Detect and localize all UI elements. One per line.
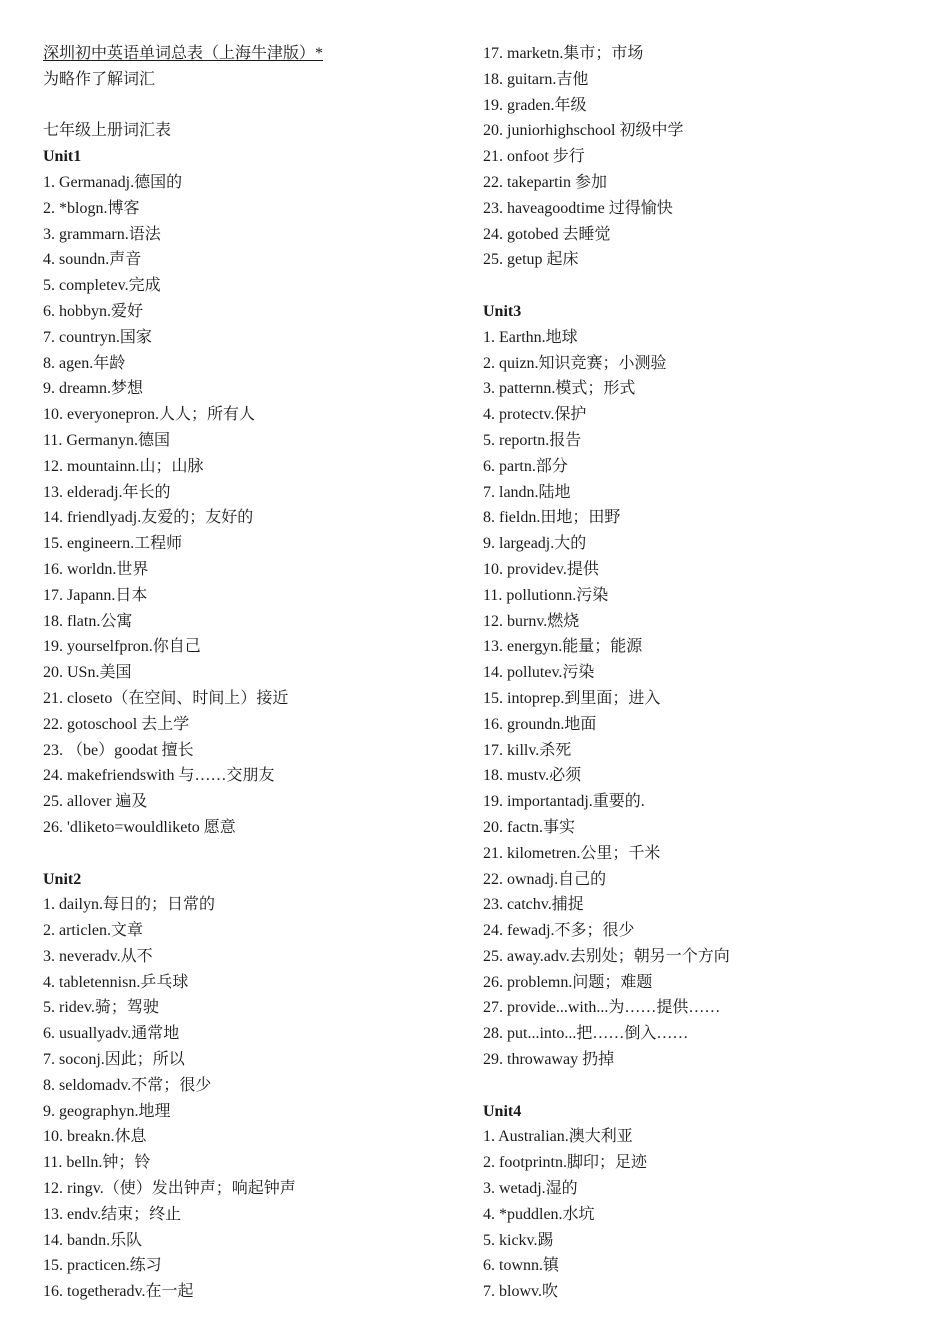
- vocab-item: 11. pollutionn.污染: [483, 586, 609, 604]
- vocab-item: 13. endv.结束；终止: [43, 1205, 182, 1223]
- unit4-heading: Unit4: [483, 1102, 522, 1120]
- vocab-item: 2. *blogn.博客: [43, 199, 140, 217]
- vocab-item: 11. belln.钟；铃: [43, 1154, 151, 1172]
- vocab-item: 13. elderadj.年长的: [43, 483, 171, 501]
- vocab-item: 26. problemn.问题；难题: [483, 973, 653, 991]
- vocab-item: 16. groundn.地面: [483, 715, 597, 733]
- vocab-item: 27. provide...with...为……提供……: [483, 999, 721, 1017]
- vocab-item: 14. pollutev.污染: [483, 664, 595, 682]
- vocab-item: 9. largeadj.大的: [483, 535, 587, 553]
- document-title: [43, 41, 443, 67]
- vocab-item: 19. graden.年级: [483, 96, 587, 114]
- vocab-item: 25. away.adv.去别处；朝另一个方向: [483, 947, 730, 965]
- vocab-item: 15. intoprep.到里面；进入: [483, 689, 661, 707]
- vocab-item: 15. practicen.练习: [43, 1257, 162, 1275]
- vocab-item: 20. factn.事实: [483, 818, 575, 836]
- vocab-item: 10. breakn.休息: [43, 1128, 147, 1146]
- right-column: [483, 41, 923, 1305]
- vocab-item: 7. blowv.吹: [483, 1283, 558, 1301]
- vocab-item: 3. grammarn.语法: [43, 225, 161, 243]
- vocab-item: 19. yourselfpron.你自己: [43, 638, 201, 656]
- vocab-item: 3. neveradv.从不: [43, 947, 153, 965]
- vocab-item: 4. soundn.声音: [43, 251, 142, 269]
- vocab-item: 4. protectv.保护: [483, 406, 587, 424]
- vocab-item: 21. kilometren.公里；千米: [483, 844, 661, 862]
- vocab-item: 24. gotobed 去睡觉: [483, 225, 611, 243]
- vocab-item: 14. bandn.乐队: [43, 1231, 143, 1249]
- vocab-item: 2. quizn.知识竞赛；小测验: [483, 354, 667, 372]
- vocab-item: 6. hobbyn.爱好: [43, 302, 144, 320]
- unit3-word-list: [483, 325, 923, 1073]
- vocab-item: 13. energyn.能量；能源: [483, 638, 643, 656]
- unit2-word-list-part1: [43, 892, 443, 1305]
- vocab-item: 23. catchv.捕捉: [483, 896, 584, 914]
- vocab-item: 10. providev.提供: [483, 560, 599, 578]
- vocab-item: 12. ringv.（使）发出钟声；响起钟声: [43, 1180, 296, 1198]
- vocab-item: 1. Australian.澳大利亚: [483, 1128, 633, 1146]
- section-heading: 七年级上册词汇表: [43, 122, 172, 140]
- vocab-item: 25. getup 起床: [483, 251, 579, 269]
- vocab-item: 2. articlen.文章: [43, 922, 143, 940]
- vocab-item: 10. everyonepron.人人；所有人: [43, 406, 255, 424]
- spacer: [43, 841, 443, 867]
- unit1-heading: Unit1: [43, 148, 82, 166]
- spacer: [43, 93, 443, 119]
- vocab-item: 3. wetadj.湿的: [483, 1180, 578, 1198]
- spacer: [483, 1073, 923, 1099]
- unit2-word-list-part2: [483, 41, 923, 273]
- vocab-item: 9. geographyn.地理: [43, 1102, 171, 1120]
- vocab-item: 12. mountainn.山；山脉: [43, 457, 204, 475]
- vocab-item: 22. gotoschool 去上学: [43, 715, 190, 733]
- vocab-item: 6. townn.镇: [483, 1257, 560, 1275]
- vocab-item: 6. partn.部分: [483, 457, 568, 475]
- vocab-item: 5. reportn.报告: [483, 431, 582, 449]
- vocab-item: 25. allover 遍及: [43, 793, 148, 811]
- left-column: [43, 41, 443, 1305]
- vocab-item: 20. USn.美国: [43, 664, 132, 682]
- vocab-item: 29. throwaway 扔掉: [483, 1051, 615, 1069]
- title-link[interactable]: 深圳初中英语单词总表（上海牛津版）*: [43, 45, 324, 62]
- vocab-item: 17. marketn.集市；市场: [483, 45, 644, 62]
- unit4-word-list: [483, 1124, 923, 1305]
- vocab-item: 3. patternn.模式；形式: [483, 380, 636, 398]
- vocab-item: 9. dreamn.梦想: [43, 380, 143, 398]
- vocab-item: 4. *puddlen.水坑: [483, 1205, 595, 1223]
- vocab-item: 8. fieldn.田地；田野: [483, 509, 621, 527]
- vocab-item: 1. Earthn.地球: [483, 328, 578, 346]
- vocab-item: 5. kickv.踢: [483, 1231, 554, 1249]
- vocab-item: 17. killv.杀死: [483, 741, 572, 759]
- vocab-item: 24. fewadj.不多；很少: [483, 922, 635, 940]
- vocab-item: 23. haveagoodtime 过得愉快: [483, 199, 673, 217]
- unit2-heading: Unit2: [43, 870, 82, 888]
- vocab-item: 5. completev.完成: [43, 277, 161, 295]
- vocab-item: 26. 'dliketo=wouldliketo 愿意: [43, 818, 236, 836]
- document-subtitle: 为略作了解词汇: [43, 70, 156, 88]
- vocab-item: 20. juniorhighschool 初级中学: [483, 122, 684, 140]
- vocab-item: 18. mustv.必须: [483, 767, 582, 785]
- vocab-item: 28. put...into...把……倒入……: [483, 1025, 689, 1043]
- vocab-item: 15. engineern.工程师: [43, 535, 183, 553]
- vocab-item: 2. footprintn.脚印；足迹: [483, 1154, 647, 1172]
- vocab-item: 1. dailyn.每日的；日常的: [43, 896, 215, 914]
- vocab-item: 12. burnv.燃烧: [483, 612, 580, 630]
- unit3-heading: Unit3: [483, 302, 522, 320]
- vocab-item: 14. friendlyadj.友爱的；友好的: [43, 509, 254, 527]
- vocab-item: 19. importantadj.重要的.: [483, 793, 645, 811]
- vocab-item: 7. soconj.因此；所以: [43, 1051, 185, 1069]
- vocab-item: 16. togetheradv.在一起: [43, 1283, 194, 1301]
- vocab-item: 24. makefriendswith 与……交朋友: [43, 767, 275, 785]
- vocab-item: 7. countryn.国家: [43, 328, 152, 346]
- vocab-item: 1. Germanadj.德国的: [43, 173, 183, 191]
- vocab-item: 21. onfoot 步行: [483, 148, 585, 166]
- vocab-item: 8. agen.年龄: [43, 354, 126, 372]
- vocab-item: 23. （be）goodat 擅长: [43, 741, 194, 759]
- unit1-word-list: [43, 170, 443, 841]
- vocab-item: 22. takepartin 参加: [483, 173, 607, 191]
- vocab-item: 22. ownadj.自己的: [483, 870, 607, 888]
- vocab-item: 21. closeto（在空间、时间上）接近: [43, 689, 289, 707]
- vocab-item: 16. worldn.世界: [43, 560, 149, 578]
- vocab-item: 7. landn.陆地: [483, 483, 571, 501]
- vocab-item: 17. Japann.日本: [43, 586, 148, 604]
- vocab-item: 18. guitarn.吉他: [483, 70, 589, 88]
- vocab-item: 5. ridev.骑；驾驶: [43, 999, 159, 1017]
- vocab-item: 6. usuallyadv.通常地: [43, 1025, 180, 1043]
- vocab-item: 4. tabletennisn.乒乓球: [43, 973, 189, 991]
- vocab-item: 11. Germanyn.德国: [43, 431, 170, 449]
- vocab-item: 18. flatn.公寓: [43, 612, 133, 630]
- spacer: [483, 273, 923, 299]
- vocab-item: 8. seldomadv.不常；很少: [43, 1076, 212, 1094]
